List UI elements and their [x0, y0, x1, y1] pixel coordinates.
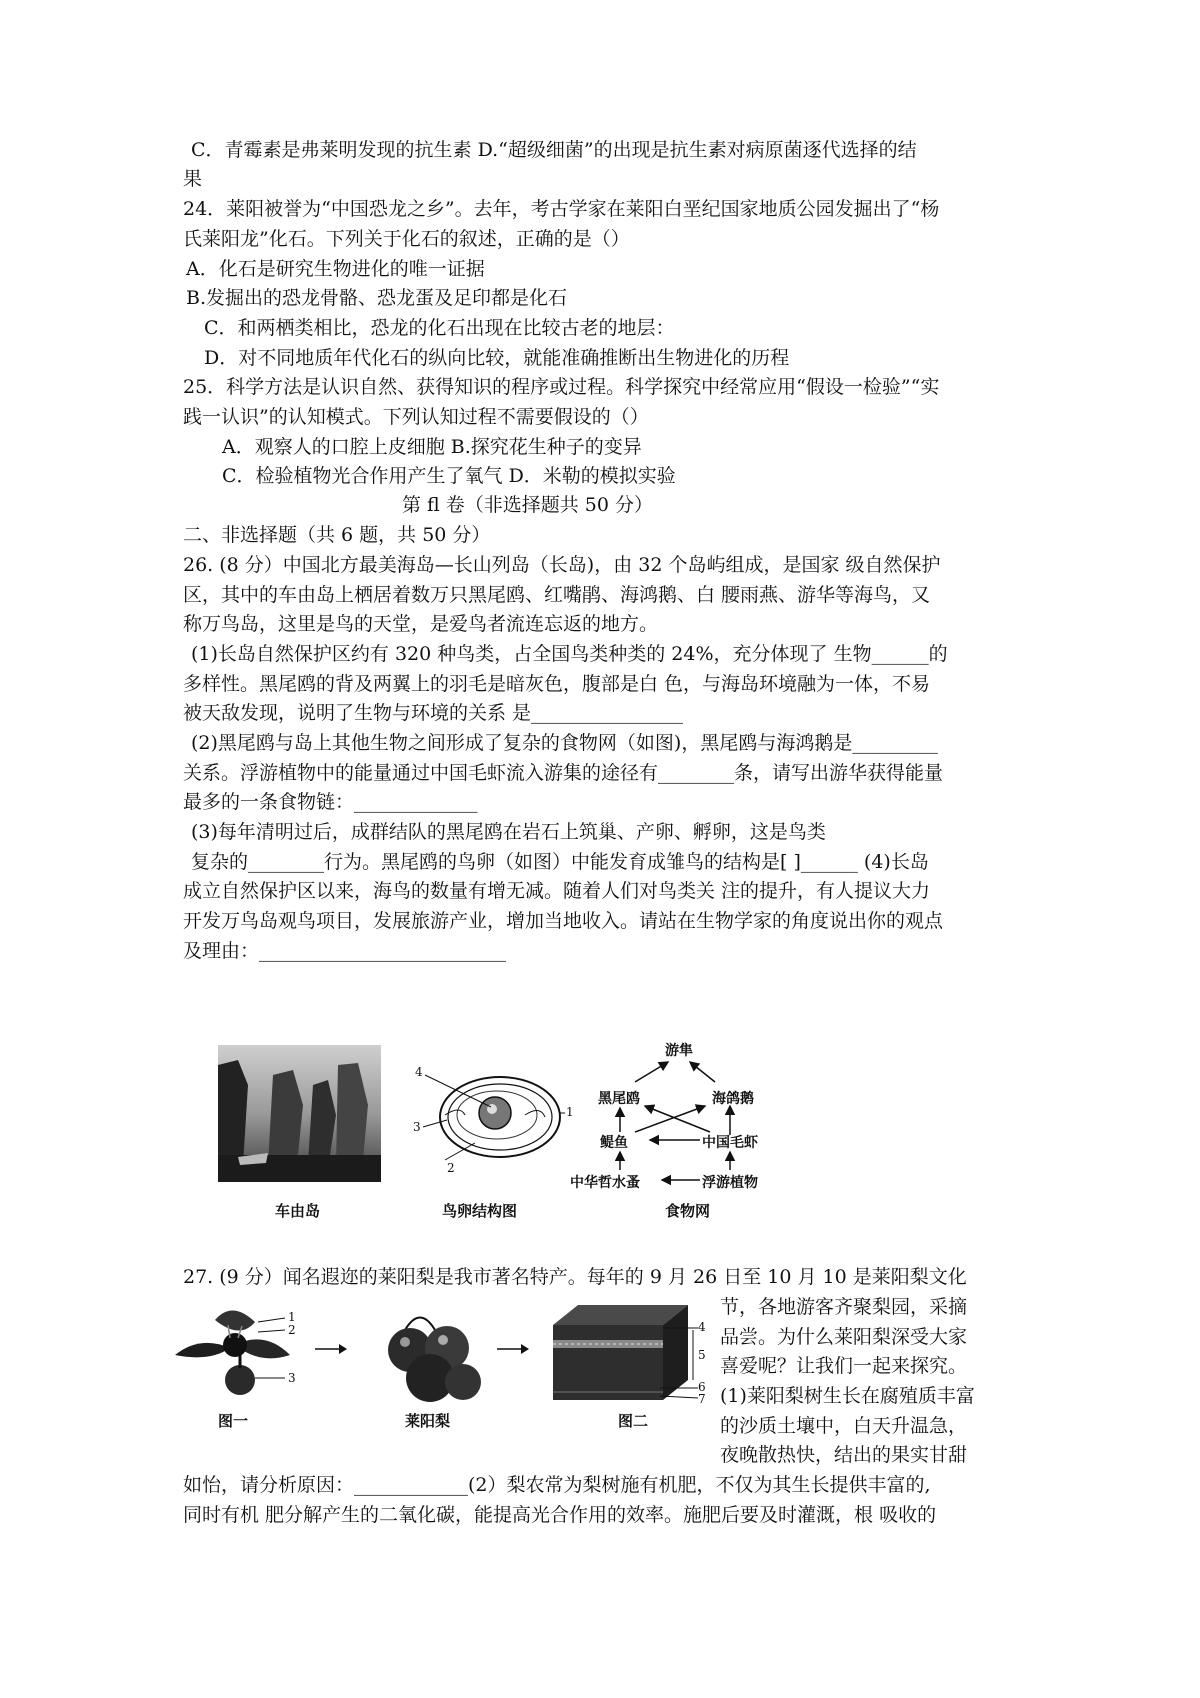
- arrow-icon: [315, 1340, 347, 1359]
- pear-flower-figure: [170, 1300, 300, 1405]
- caption-egg: 鸟卵结构图: [442, 1202, 518, 1220]
- egg-label-2: 2: [447, 1161, 455, 1175]
- caption-fig2: 图二: [618, 1412, 649, 1430]
- text-line: 氏莱阳龙”化石。下列关于化石的叙述，正确的是（）: [183, 228, 630, 250]
- pear-section-figure: [548, 1300, 708, 1405]
- caption-fig1: 图一: [218, 1412, 249, 1430]
- text-line: C．和两栖类相比，恐龙的化石出现在比较古老的地层：: [204, 317, 675, 339]
- text-line: 果: [183, 168, 203, 190]
- text-line: 被天敌发现，说明了生物与环境的关系 是________________: [183, 702, 684, 724]
- text-line: 的沙质土壤中，白天升温急，: [720, 1415, 968, 1437]
- fig1-label-2: 2: [288, 1323, 296, 1337]
- fig1-label-3: 3: [288, 1371, 296, 1385]
- text-line: 践一认识”的认知模式。下列认知过程不需要假设的（）: [183, 406, 649, 428]
- fig1-label-1: 1: [288, 1310, 296, 1324]
- web-node-cormorant: 海鸽鹅: [712, 1091, 754, 1107]
- web-node-falcon: 游隼: [665, 1043, 693, 1059]
- web-node-anchovy: 鳀鱼: [600, 1135, 628, 1151]
- fig2-label-4: 4: [698, 1320, 706, 1334]
- text-line: 称万鸟岛，这里是鸟的天堂，是爱鸟者流连忘返的地方。: [183, 613, 659, 635]
- text-line: 成立自然保护区以来，海鸟的数量有增无减。随着人们对鸟类关 注的提升，有人提议大力: [183, 880, 931, 902]
- egg-label-1: 1: [566, 1105, 574, 1119]
- text-line: 开发万鸟岛观鸟项目，发展旅游产业，增加当地收入。请站在生物学家的角度说出你的观点: [183, 910, 944, 932]
- text-line: B.发掘出的恐龙骨骼、恐龙蛋及足印都是化石: [186, 287, 568, 309]
- web-node-gull: 黑尾鸥: [598, 1091, 640, 1107]
- text-line: C．青霉素是弗莱明发现的抗生素 D.“超级细菌”的出现是抗生素对病原菌逐代选择的结: [191, 139, 917, 161]
- text-line: 区，其中的车由岛上栖居着数万只黑尾鸥、红嘴鹃、海鸿鹅、白 腰雨燕、游华等海鸟，又: [183, 584, 931, 606]
- text-line: (3)每年清明过后，成群结队的黑尾鸥在岩石上筑巢、产卵、孵卵，这是鸟类: [191, 821, 826, 843]
- section-heading: 二、非选择题（共 6 题，共 50 分）: [183, 524, 491, 546]
- caption-island: 车由岛: [275, 1202, 321, 1220]
- text-line: (2)黑尾鸥与岛上其他生物之间形成了复杂的食物网（如图)，黑尾鸥与海鸿鹅是_________: [191, 732, 938, 754]
- egg-diagram: [405, 1065, 575, 1180]
- pear-photo: [375, 1300, 485, 1405]
- text-line: 关系。浮游植物中的能量通过中国毛虾流入游集的途径有________条，请写出游华获得能量: [183, 762, 944, 784]
- fig2-label-5: 5: [698, 1348, 706, 1362]
- text-line: 品尝。为什么莱阳梨深受大家: [720, 1326, 968, 1348]
- egg-label-4: 4: [415, 1065, 423, 1079]
- text-line: 多样性。黑尾鸥的背及两翼上的羽毛是暗灰色，腹部是白 色，与海岛环境融为一体，不易: [183, 673, 931, 695]
- text-line: 24．莱阳被誉为“中国恐龙之乡”。去年，考古学家在莱阳白垩纪国家地质公园发掘出了“杨: [183, 198, 940, 220]
- island-photo: [218, 1045, 381, 1182]
- text-line: 27. (9 分）闻名遐迩的莱阳梨是我市著名特产。每年的 9 月 26 日至 10 月 10 是莱阳梨文化: [183, 1266, 967, 1288]
- caption-food-web: 食物网: [665, 1202, 711, 1220]
- fig2-label-6: 6: [698, 1380, 706, 1394]
- egg-label-3: 3: [413, 1120, 421, 1134]
- text-line: A．观察人的口腔上皮细胞 B.探究花生种子的变异: [222, 436, 642, 458]
- caption-pear: 莱阳梨: [405, 1412, 451, 1430]
- text-line: 夜晚散热快，结出的果实甘甜: [720, 1444, 968, 1466]
- web-node-copepod: 中华哲水蚤: [570, 1175, 640, 1191]
- text-line: 25．科学方法是认识自然、获得知识的程序或过程。科学探究中经常应用“假设一检验”“实: [183, 376, 940, 398]
- text-line: D．对不同地质年代化石的纵向比较，就能准确推断出生物进化的历程: [204, 347, 790, 369]
- text-line: 节，各地游客齐聚梨园，采摘: [720, 1296, 968, 1318]
- arrow-icon: [497, 1340, 529, 1359]
- text-line: 如怡，请分析原因：____________(2）梨农常为梨树施有机肥，不仅为其生长提供丰富的,: [183, 1474, 931, 1496]
- text-line: 复杂的________行为。黑尾鸥的鸟卵（如图）中能发育成雏鸟的结构是[ ]______ (4)长岛: [191, 851, 929, 873]
- text-line: A．化石是研究生物进化的唯一证据: [186, 258, 485, 280]
- text-line: 26. (8 分）中国北方最美海岛—长山列岛（长岛)，由 32 个岛屿组成，是国家 级自然保护: [183, 554, 941, 576]
- section-title: 第 fl 卷（非选择题共 50 分）: [402, 494, 654, 516]
- text-line: 及理由：__________________________: [183, 940, 507, 962]
- food-web-diagram: [570, 1040, 780, 1191]
- text-line: (1)莱阳梨树生长在腐殖质丰富: [720, 1385, 975, 1407]
- fig2-label-7: 7: [698, 1392, 706, 1406]
- text-line: (1)长岛自然保护区约有 320 种鸟类，占全国鸟类种类的 24%，充分体现了 生物______的: [191, 643, 948, 665]
- text-line: 喜爱呢？让我们一起来探究。: [720, 1355, 968, 1377]
- text-line: 同时有机 肥分解产生的二氧化碳，能提高光合作用的效率。施肥后要及时灌溉，根 吸收的: [183, 1504, 937, 1526]
- text-line: C．检验植物光合作用产生了氧气 D．米勒的模拟实验: [222, 465, 676, 487]
- web-node-shrimp: 中国毛虾: [702, 1135, 758, 1151]
- text-line: 最多的一条食物链：_____________: [183, 791, 478, 813]
- web-node-phytoplankton: 浮游植物: [702, 1175, 758, 1191]
